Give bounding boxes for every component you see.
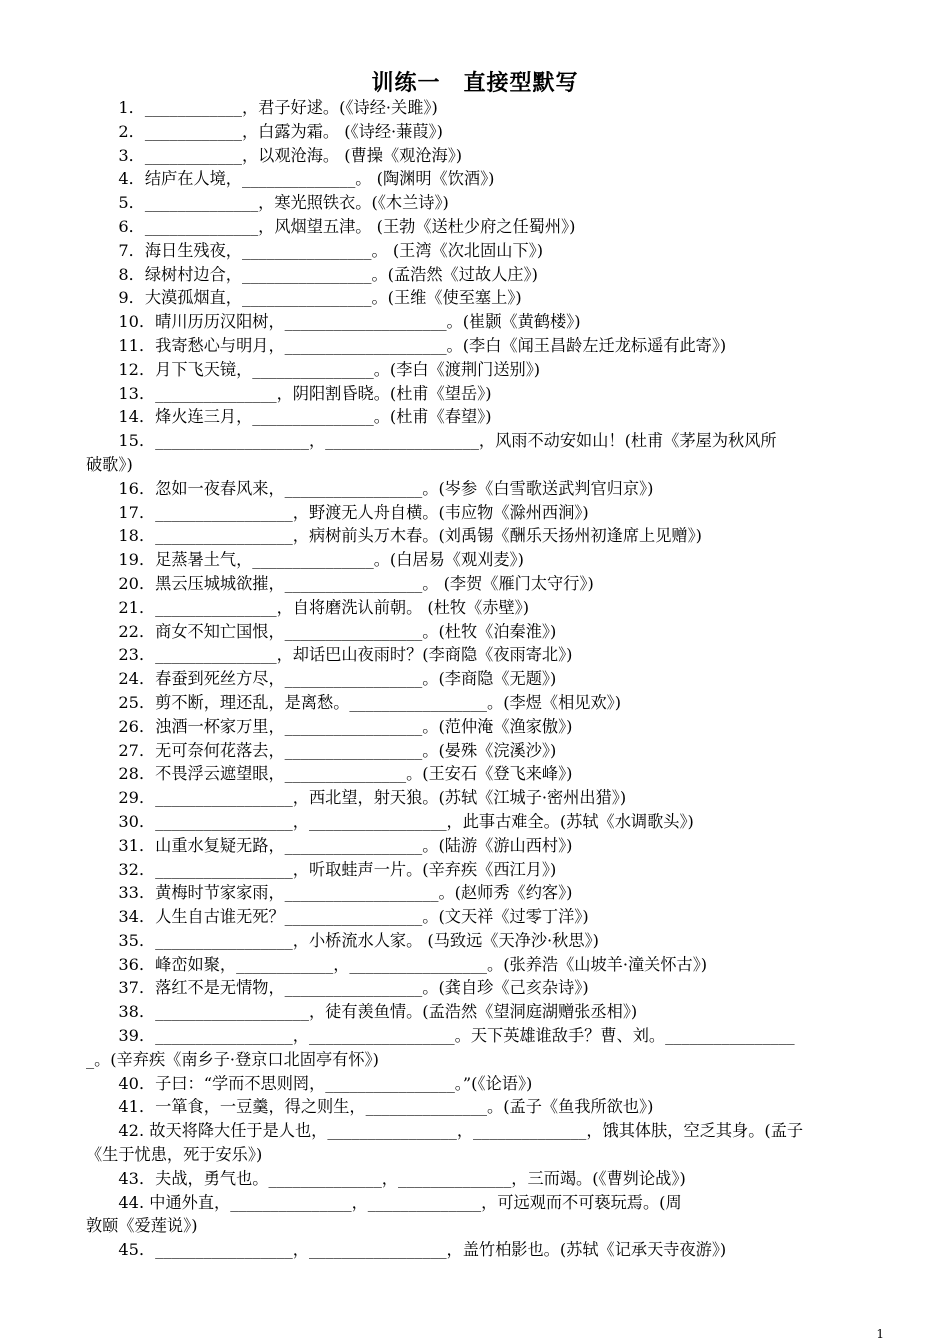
exercise-line: 43．夫战，勇气也。______________，______________，三而竭。(《曹刿论战》) [86, 1168, 686, 1188]
exercise-line: 33．黄梅时节家家雨，___________________。(赵师秀《约客》) [86, 883, 573, 903]
exercise-line: 28．不畏浮云遮望眼，_______________。(王安石《登飞来峰》) [86, 764, 573, 784]
exercise-line: 35．_________________，小桥流水人家。 (马致远《天净沙·秋思》) [86, 930, 599, 950]
exercise-line: _。(辛弃疾《南乡子·登京口北固亭有怀》) [86, 1049, 379, 1069]
exercise-line: 10．晴川历历汉阳树，____________________。(崔颢《黄鹤楼》) [86, 312, 581, 332]
exercise-line: 破歌》) [86, 454, 133, 474]
exercise-line: 11．我寄愁心与明月，____________________。(李白《闻王昌龄左迁龙标遥有此寄》) [86, 335, 727, 355]
exercise-line: 27．无可奈何花落去，_________________。(晏殊《浣溪沙》) [86, 740, 557, 760]
exercise-line: 9．大漠孤烟直，________________。(王维《使至塞上》) [86, 288, 522, 308]
exercise-line: 26．浊酒一杯家万里，_________________。(范仲淹《渔家傲》) [86, 716, 573, 736]
exercise-line: 30．_________________，_________________，此事古难全。(苏轼《水调歌头》) [86, 811, 694, 831]
page-number: 1 [876, 1327, 884, 1341]
exercise-line: 13．_______________，阴阳割昏晓。(杜甫《望岳》) [86, 383, 492, 403]
exercise-line: 42. 故天将降大任于是人也，________________，______________，饿其体肤，空乏其身。(孟子 [86, 1121, 804, 1141]
exercise-line: 22．商女不知亡国恨，_________________。(杜牧《泊秦淮》) [86, 621, 557, 641]
exercise-line: 12．月下飞天镜，_______________。(李白《渡荆门送别》) [86, 359, 541, 379]
exercise-line: 16．忽如一夜春风来，_________________。(岑参《白雪歌送武判官归京》) [86, 478, 654, 498]
exercise-line: 18．_________________，病树前头万木春。(刘禹锡《酬乐天扬州初逢席上见赠》) [86, 526, 702, 546]
exercise-line: 44. 中通外直，_______________，______________，可远观而不可亵玩焉。(周 [86, 1192, 682, 1212]
exercise-line: 29．_________________，西北望，射天狼。(苏轼《江城子·密州出猎》) [86, 788, 627, 808]
exercise-line: 38．___________________，徒有羡鱼情。(孟浩然《望洞庭湖赠张丞相》) [86, 1002, 638, 1022]
exercise-line: 37．落红不是无情物，_________________。(龚自珍《己亥杂诗》) [86, 978, 589, 998]
exercise-list [86, 96, 886, 1262]
exercise-line: 31．山重水复疑无路，_________________。(陆游《游山西村》) [86, 835, 573, 855]
exercise-line: 15．___________________，___________________，风雨不动安如山！(杜甫《茅屋为秋风所 [86, 431, 777, 451]
exercise-line: 19．足蒸暑土气，_______________。(白居易《观刈麦》) [86, 550, 524, 570]
exercise-line: 17．_________________，野渡无人舟自横。(韦应物《滁州西涧》) [86, 502, 589, 522]
exercise-line: 45．_________________，_________________，盖竹柏影也。(苏轼《记承天寺夜游》) [86, 1240, 727, 1260]
exercise-line: 8．绿树村边合，________________。(孟浩然《过故人庄》) [86, 264, 538, 284]
exercise-line: 2．____________，白露为霜。 (《诗经·蒹葭》) [86, 121, 443, 141]
exercise-line: 24．春蚕到死丝方尽，_________________。(李商隐《无题》) [86, 669, 557, 689]
exercise-line: 3．____________，以观沧海。 (曹操《观沧海》) [86, 145, 463, 165]
exercise-line: 39．_________________，__________________。天下英雄谁敌手？曹、刘。________________ [86, 1026, 795, 1046]
exercise-line: 7．海日生残夜，________________。 (王湾《次北固山下》) [86, 240, 544, 260]
exercise-line: 6．______________，风烟望五津。 (王勃《送杜少府之任蜀州》) [86, 216, 576, 236]
exercise-line: 4．结庐在人境，______________。 (陶渊明《饮酒》) [86, 169, 495, 189]
exercise-line: 41．一箪食，一豆羹，得之则生，_______________。(孟子《鱼我所欲也》) [86, 1097, 654, 1117]
exercise-line: 《生于忧患，死于安乐》) [86, 1145, 263, 1165]
exercise-line: 1．____________，君子好逑。(《诗经·关雎》) [86, 98, 438, 117]
exercise-line: 32．_________________，听取蛙声一片。(辛弃疾《西江月》) [86, 859, 557, 879]
exercise-line: 14．烽火连三月，_______________。(杜甫《春望》) [86, 407, 492, 427]
exercise-line: 25．剪不断，理还乱，是离愁。_________________。(李煜《相见欢》) [86, 692, 622, 712]
exercise-line: 40．子曰：“学而不思则罔，________________。”(《论语》) [86, 1073, 533, 1093]
exercise-line: 34．人生自古谁无死？_________________。(文天祥《过零丁洋》) [86, 907, 589, 927]
exercise-line: 20．黑云压城城欲摧，_________________。 (李贺《雁门太守行》) [86, 573, 594, 593]
exercise-line: 5．______________，寒光照铁衣。(《木兰诗》) [86, 193, 449, 213]
exercise-line: 21．_______________，自将磨洗认前朝。 (杜牧《赤壁》) [86, 597, 530, 617]
page-title: 训练一 直接型默写 [371, 70, 579, 96]
exercise-line: 敦颐《爱莲说》) [86, 1216, 198, 1236]
exercise-line: 23．_______________，却话巴山夜雨时？(李商隐《夜雨寄北》) [86, 645, 573, 665]
exercise-line: 36．峰峦如聚，____________，_________________。(张养浩《山坡羊·潼关怀古》) [86, 954, 708, 974]
